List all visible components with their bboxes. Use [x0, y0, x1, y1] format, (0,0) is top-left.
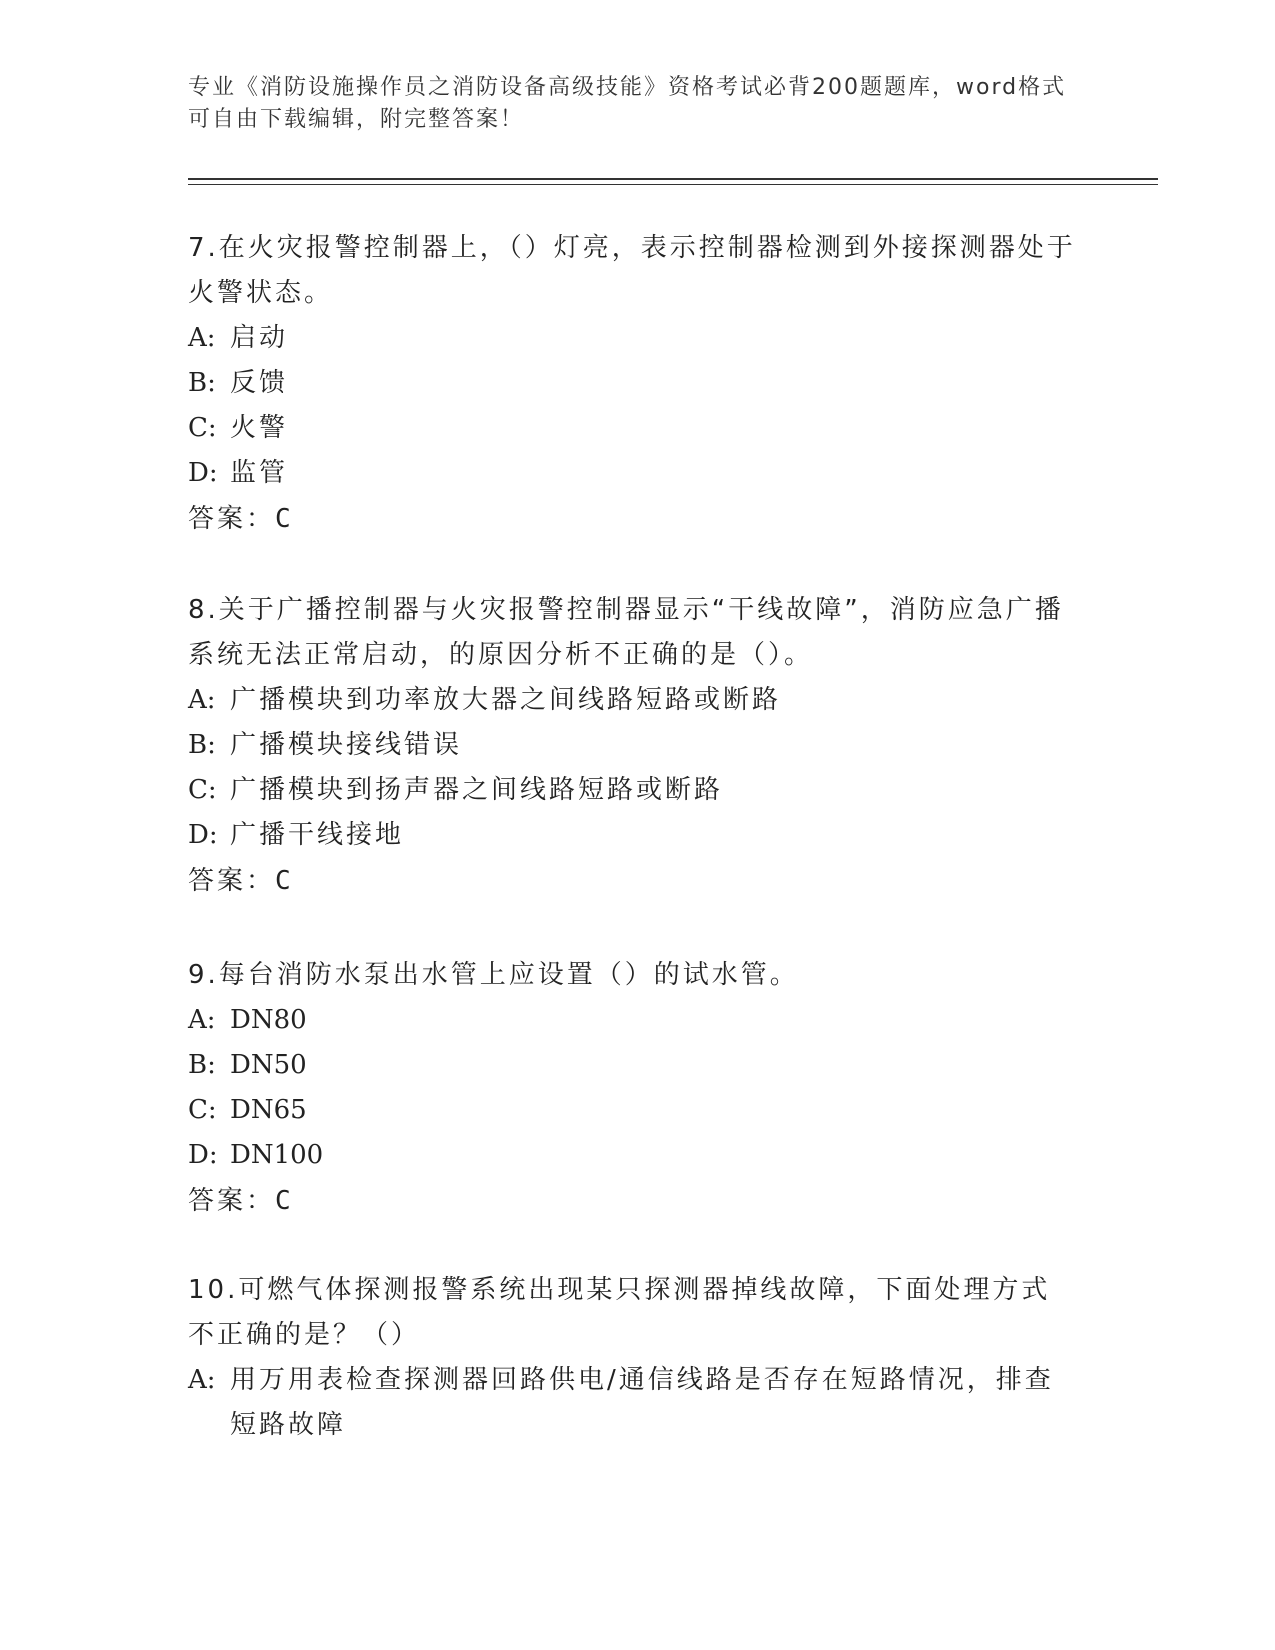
option-a: [188, 678, 1078, 723]
question-text: 7.在火灾报警控制器上，（）灯亮，表示控制器检测到外接探测器处于火警状态。: [188, 233, 1076, 308]
option-d: [188, 813, 1078, 858]
option-c: [188, 1088, 1078, 1133]
option-key: B:: [188, 368, 216, 398]
option-text: 启动: [230, 323, 289, 353]
option-b: [188, 361, 1078, 406]
option-b: [188, 1043, 1078, 1088]
question-8: [188, 588, 1078, 904]
option-d: [188, 451, 1078, 496]
option-key: C:: [188, 1095, 217, 1125]
option-text: 广播模块接线错误: [230, 730, 463, 760]
question-9: [188, 953, 1078, 1224]
question-text: 8.关于广播控制器与火灾报警控制器显示“干线故障”，消防应急广播系统无法正常启动，的原因分析不正确的是（）。: [188, 595, 1064, 670]
option-key: C:: [188, 775, 217, 805]
option-key: D:: [188, 1140, 218, 1170]
option-key: A:: [188, 685, 216, 715]
option-key: B:: [188, 730, 216, 760]
answer: [188, 1178, 1078, 1224]
option-a: [188, 998, 1078, 1043]
option-text: 广播干线接地: [230, 820, 405, 850]
option-c: [188, 406, 1078, 451]
answer-value: C: [275, 1186, 291, 1216]
option-text: 广播模块到扬声器之间线路短路或断路: [230, 775, 724, 805]
option-key: A:: [188, 1005, 216, 1035]
option-a: [188, 1358, 1078, 1448]
question-10: [188, 1268, 1078, 1448]
answer: [188, 858, 1078, 904]
question-7: [188, 226, 1078, 542]
option-key: C:: [188, 413, 217, 443]
option-key: D:: [188, 820, 218, 850]
option-key: A:: [188, 1365, 216, 1395]
option-text: 用万用表检查探测器回路供电/通信线路是否存在短路情况，排查短路故障: [230, 1365, 1054, 1440]
question-text: 9.每台消防水泵出水管上应设置（）的试水管。: [188, 960, 799, 990]
header-divider-top: [188, 178, 1158, 180]
answer-label: 答案：: [188, 504, 276, 534]
option-text: DN65: [230, 1095, 307, 1125]
option-text: DN100: [230, 1140, 324, 1170]
answer-value: C: [275, 866, 291, 896]
option-text: 反馈: [230, 368, 289, 398]
option-d: [188, 1133, 1078, 1178]
option-text: DN80: [230, 1005, 307, 1035]
option-key: D:: [188, 458, 218, 488]
question-text: 10.可燃气体探测报警系统出现某只探测器掉线故障，下面处理方式不正确的是？（）: [188, 1275, 1051, 1350]
answer: [188, 496, 1078, 542]
option-a: [188, 316, 1078, 361]
option-text: DN50: [230, 1050, 307, 1080]
answer-label: 答案：: [188, 866, 276, 896]
answer-value: C: [275, 504, 291, 534]
option-c: [188, 768, 1078, 813]
option-text: 监管: [230, 458, 289, 488]
header-intro: 专业《消防设施操作员之消防设备高级技能》资格考试必背200题题库，word格式可自由下载编辑，附完整答案！: [188, 75, 1067, 132]
option-text: 火警: [230, 413, 289, 443]
answer-label: 答案：: [188, 1186, 276, 1216]
option-key: A:: [188, 323, 216, 353]
option-b: [188, 723, 1078, 768]
option-key: B:: [188, 1050, 216, 1080]
header-divider-bottom: [188, 184, 1158, 185]
option-text: 广播模块到功率放大器之间线路短路或断路: [230, 685, 782, 715]
